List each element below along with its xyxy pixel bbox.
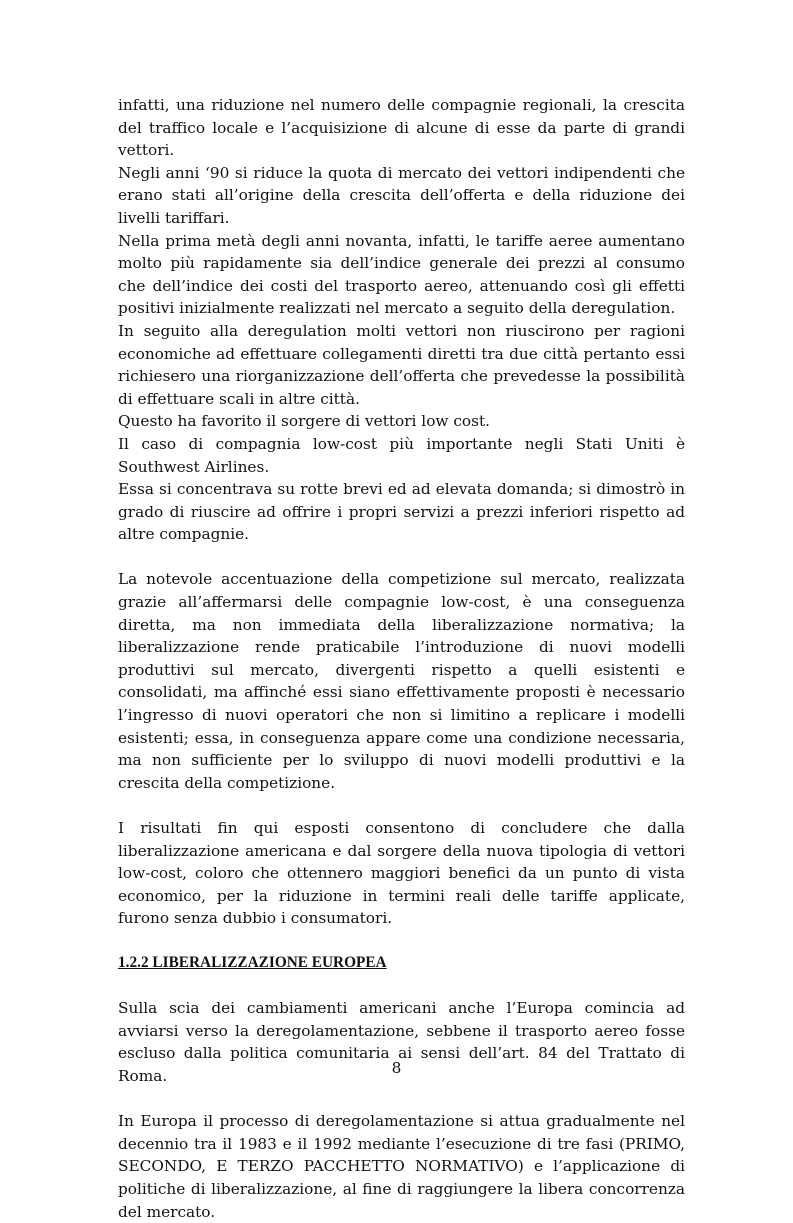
body-text: [118, 94, 685, 1223]
paragraph-fares-increase: Nella prima metà degli anni novanta, infatti, le tariffe aeree aumentano molto più rapidamente sia dell’indice generale dei prezzi al consumo che dell’indice dei costi del trasporto aereo, attenuando così gli effetti positivi inizialmente realizzati nel mercato a seguito della deregulation.: [118, 231, 685, 318]
page-number: 8: [391, 1059, 402, 1077]
paragraph-europe-start: Sulla scia dei cambiamenti americani anche l’Europa comincia ad avviarsi verso la deregolamentazione, sebbene il trasporto aereo fosse escluso dalla politica comunitaria ai sensi dell’art. 84 del Trattato di Roma.: [118, 999, 685, 1085]
paragraph-southwest: Il caso di compagnia low-cost più importante negli Stati Uniti è Southwest Airlines.: [118, 434, 685, 476]
paragraph-deregulation-effects: In seguito alla deregulation molti vettori non riuscirono per ragioni economiche ad effettuare collegamenti diretti tra due città pertanto essi richiesero una riorganizzazione dell’offerta che prevedesse la possibilità di effettuare scali in altre città.: [118, 321, 685, 408]
paragraph-market-share: Negli anni ‘90 si riduce la quota di mercato dei vettori indipendenti che erano stati all’origine della crescita dell’offerta e della riduzione dei livelli tariffari.: [118, 163, 685, 227]
paragraph-europe-phases: In Europa il processo di deregolamentazione si attua gradualmente nel decennio tra il 1983 e il 1992 mediante l’esecuzione di tre fasi (PRIMO, SECONDO, E TERZO PACCHETTO NORMATIVO) e l’applicazione di politiche di liberalizzazione, al fine di raggiungere la libera concorrenza del mercato.: [118, 1112, 685, 1221]
paragraph-conclusion: I risultati fin qui esposti consentono di concludere che dalla liberalizzazione americana e dal sorgere della nuova tipologia di vettori low-cost, coloro che ottennero maggiori benefici da un punto di vista economico, per la riduzione in termini reali delle tariffe applicate, furono senza dubbio i consumatori.: [118, 819, 685, 928]
paragraph-continuation: infatti, una riduzione nel numero delle compagnie regionali, la crescita del traffico locale e l’acquisizione di alcune di esse da parte di grandi vettori.: [118, 96, 685, 160]
paragraph-short-routes: Essa si concentrava su rotte brevi ed ad elevata domanda; si dimostrò in grado di riuscire ad offrire i propri servizi a prezzi inferiori rispetto ad altre compagnie.: [118, 480, 685, 544]
paragraph-competition: La notevole accentuazione della competizione sul mercato, realizzata grazie all’affermarsi delle compagnie low-cost, è una conseguenza diretta, ma non immediata della liberalizzazione normativa; la liberalizzazione rende praticabile l’introduzione di nuovi modelli produttivi sul mercato, divergenti rispetto a quelli esistenti e consolidati, ma affinché essi siano effettivamente proposti è necessario l’ingresso di nuovi operatori che non si limitino a replicare i modelli esistenti; essa, in conseguenza appare come una condizione necessaria, ma non sufficiente per lo sviluppo di nuovi modelli produttivi e la crescita della competizione.: [118, 570, 685, 792]
paragraph-low-cost-rise: Questo ha favorito il sorgere di vettori low cost.: [118, 412, 491, 431]
section-heading: 1.2.2 LIBERALIZZAZIONE EUROPEA: [118, 953, 387, 971]
